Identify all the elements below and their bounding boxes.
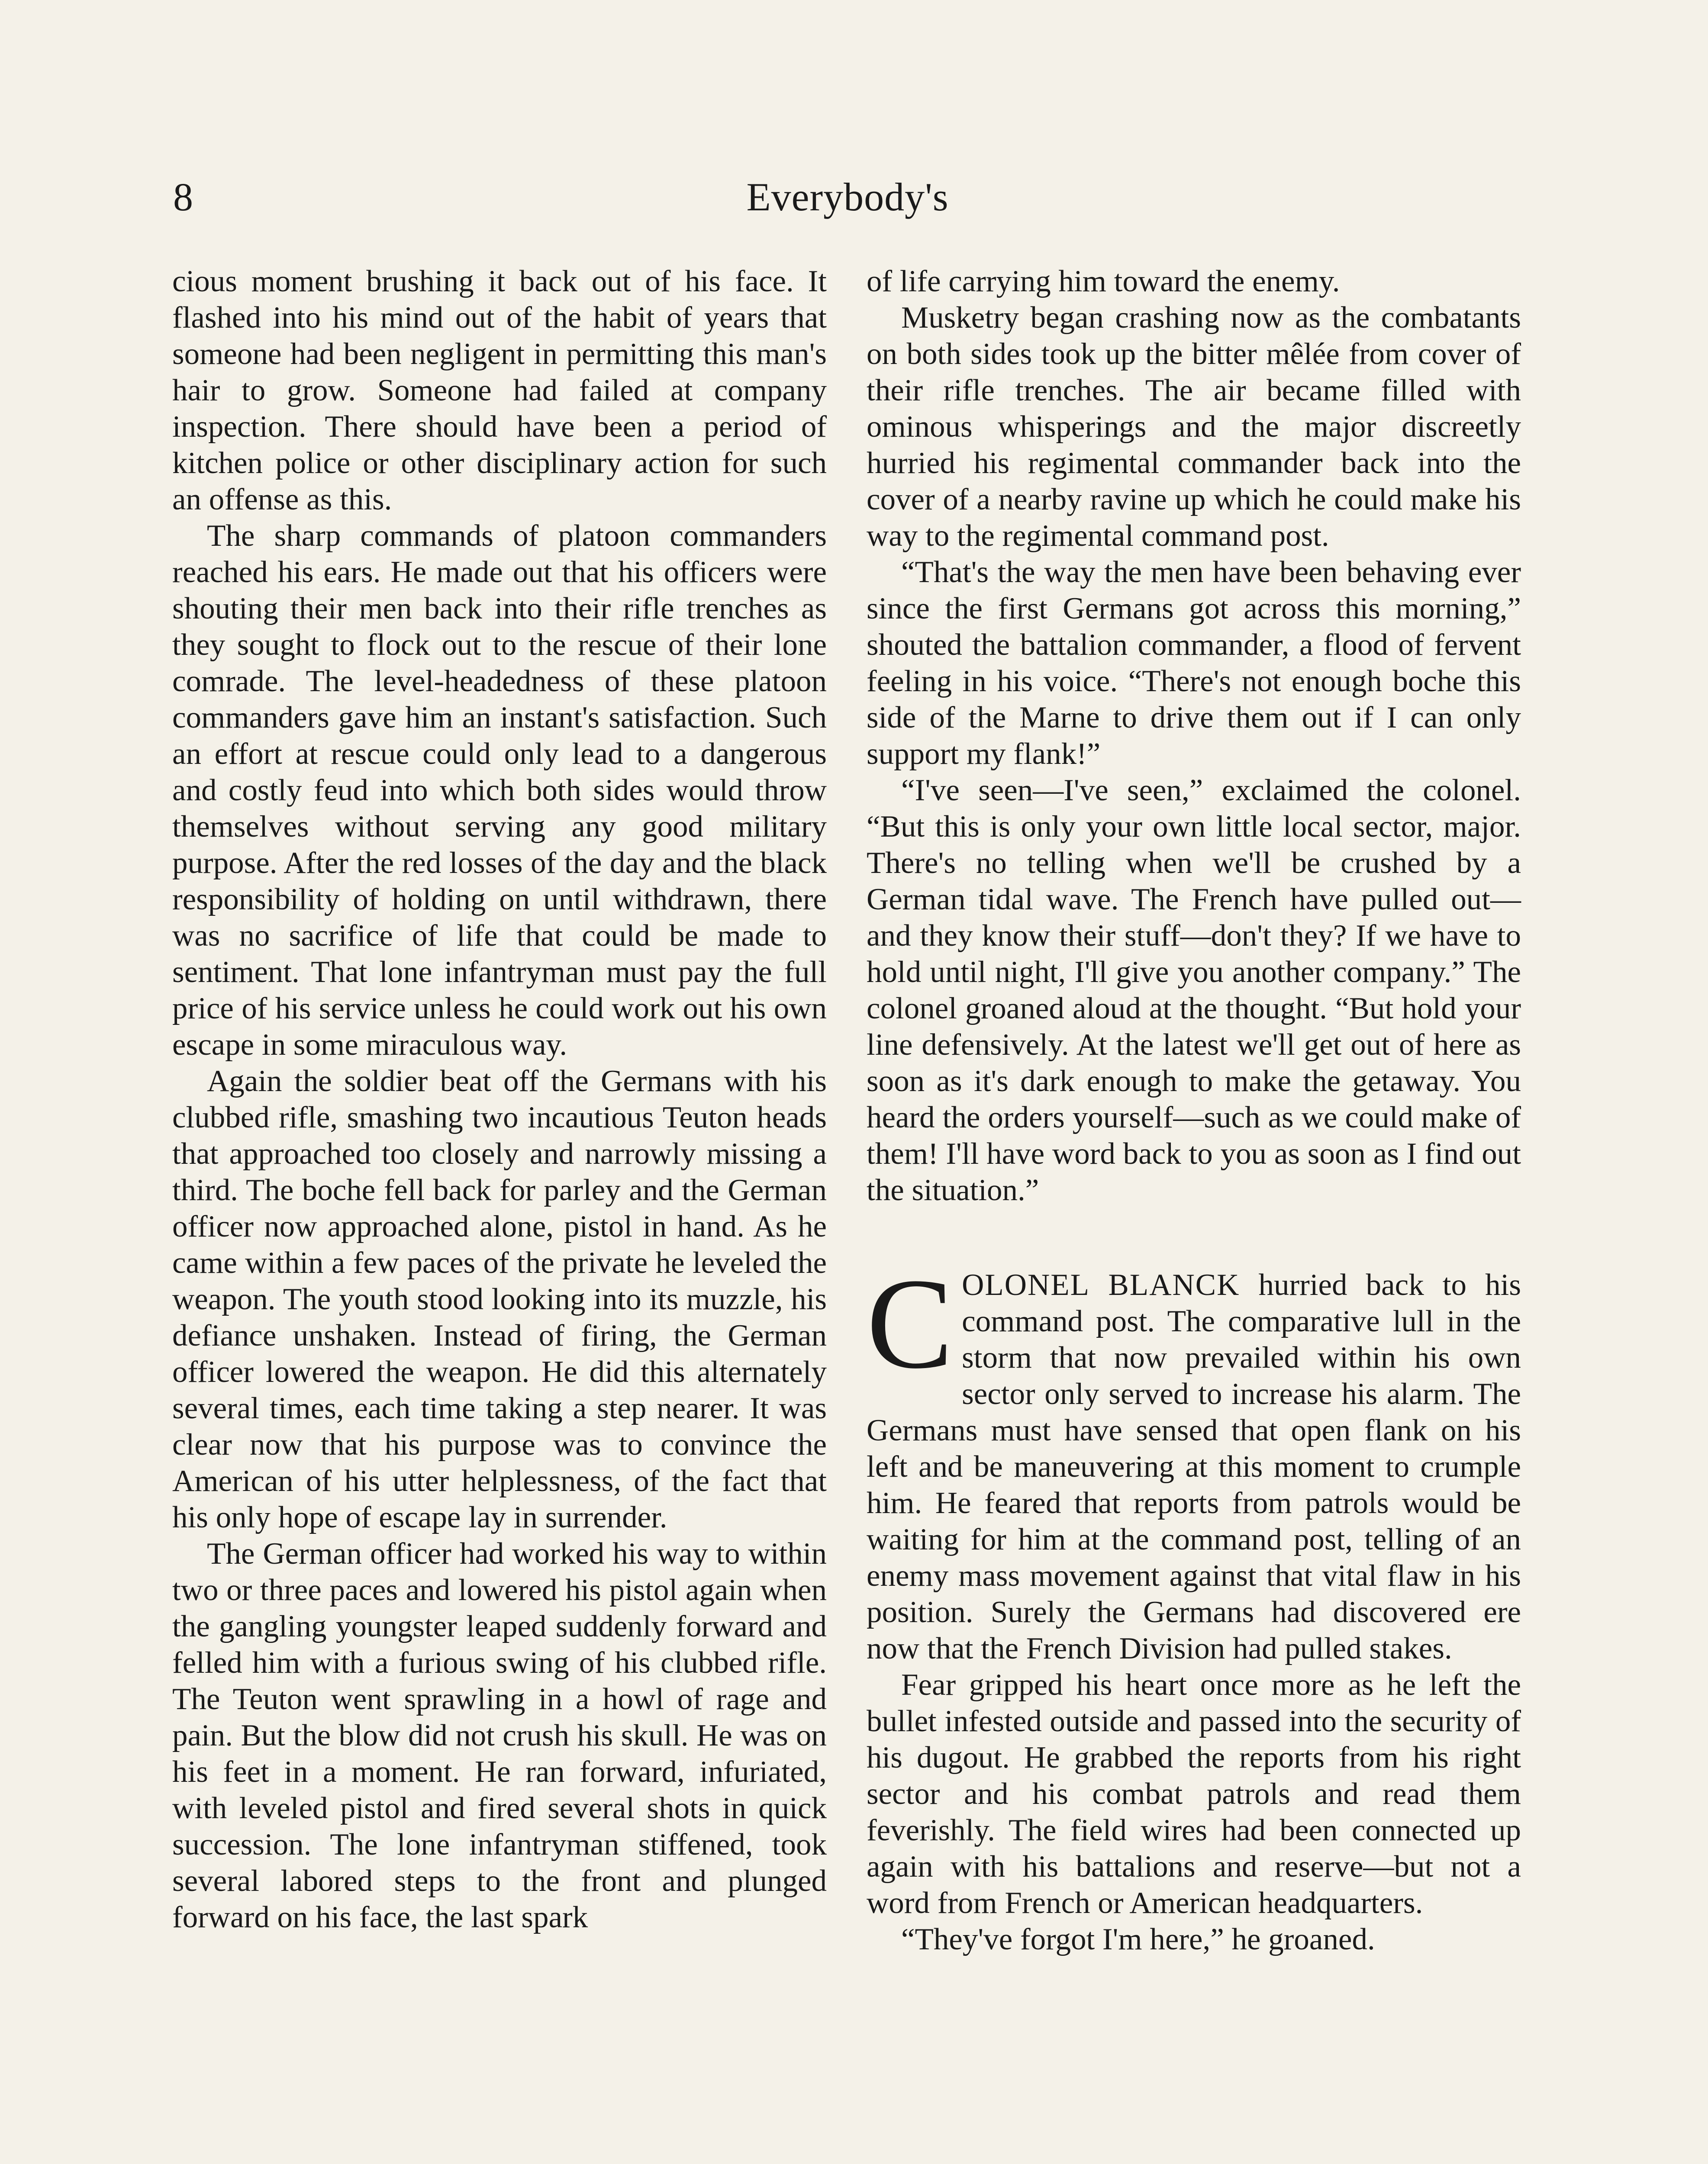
drop-cap: C (867, 1252, 954, 1395)
paragraph: The sharp commands of platoon commanders reached his ears. He made out that his officers were shouting their men back into their rifle trenches as they sought to flock out to the rescue of their lone comrade. The level-headedness of these platoon commanders gave him an instant's satisfaction. Such an effort at rescue could only lead to a dangerous and costly feud into which both sides would throw themselves without serving any good military purpose. After the red losses of the day and the black responsibility of holding on until withdrawn, there was no sacrifice of life that could be made to sentiment. That lone infantryman must pay the full price of his service unless he could work out his own escape in some miraculous way. (172, 519, 827, 1062)
paragraph: The German officer had worked his way to within two or three paces and lowered his pistol again when the gangling youngster leaped suddenly forward and felled him with a furious swing of his clubbed rifle. The Teuton went sprawling in a howl of rage and pain. But the blow did not crush his skull. He was on his feet in a moment. He ran forward, infuriated, with leveled pistol and fired several shots in quick succession. The lone infantryman stiffened, took several labored steps to the front and plunged forward on his face, the last spark (172, 1537, 827, 1934)
running-title: Everybody's (746, 175, 949, 219)
page-header (173, 167, 1522, 227)
paragraph: “I've seen—I've seen,” exclaimed the colonel. “But this is only your own little local sector, major. There's no telling when we'll be crushed by a German tidal wave. The French have pulled out—and they know their stuff—don't they? If we have to hold until night, I'll give you another company.” The colonel groaned aloud at the thought. “But hold your line defensively. At the latest we'll get out of here as soon as it's dark enough to make the getaway. You heard the orders yourself—such as we could make of them! I'll have word back to you as soon as I find out the situation.” (867, 773, 1521, 1207)
right-column (867, 263, 1521, 1958)
paragraph: Fear gripped his heart once more as he left the bullet infested outside and passed into the security of his dugout. He grabbed the reports from his right sector and his combat patrols and read them feverishly. The field wires had been connected up again with his battalions and reserve—but not a word from French or American headquarters. (867, 1668, 1521, 1920)
paragraph: of life carrying him toward the enemy. (867, 264, 1340, 298)
lead-in-caps: OLONEL BLANCK (962, 1268, 1240, 1302)
paragraph: Musketry began crashing now as the combatants on both sides took up the bitter mêlée from cover of their rifle trenches. The air became filled with ominous whisperings and the major discreetly hurried his regimental commander back into the cover of a nearby ravine up which he could make his way to the regimental command post. (867, 301, 1521, 553)
paragraph: cious moment brushing it back out of his face. It flashed into his mind out of the habit of years that someone had been negligent in permitting this man's hair to grow. Someone had failed at company inspection. There should have been a period of kitchen police or other disciplinary action for such an offense as this. (172, 264, 827, 516)
page-number: 8 (173, 175, 193, 219)
paragraph: Again the soldier beat off the Germans with his clubbed rifle, smashing two incautious Teuton heads that approached too closely and narrowly missing a third. The boche fell back for parley and the German officer now approached alone, pistol in hand. As he came within a few paces of the private he leveled the weapon. The youth stood looking into its muzzle, his defiance unshaken. Instead of firing, the German officer lowered the weapon. He did this alternately several times, each time taking a step nearer. It was clear now that his purpose was to convince the American of his utter helplessness, of the fact that his only hope of escape lay in surrender. (172, 1064, 827, 1534)
paragraph: “That's the way the men have been behaving ever since the first Germans got across this morning,” shouted the battalion commander, a flood of fervent feeling in his voice. “There's not enough boche this side of the Marne to drive them out if I can only support my flank!” (867, 555, 1521, 771)
section-opening-paragraph (867, 1252, 1521, 1667)
paragraph-text: hurried back to his command post. The comparative lull in the storm that now prevailed within his own sector only served to increase his alarm. The Germans must have sensed that open flank on his left and be maneuvering at this moment to crumple him. He feared that reports from patrols would be waiting for him at the command post, telling of an enemy mass movement against that vital flaw in his position. Surely the Germans had discovered ere now that the French Division had pulled stakes. (867, 1268, 1521, 1665)
section-break (867, 1208, 1521, 1267)
left-column (172, 263, 827, 1935)
paragraph: “They've forgot I'm here,” he groaned. (901, 1922, 1375, 1956)
